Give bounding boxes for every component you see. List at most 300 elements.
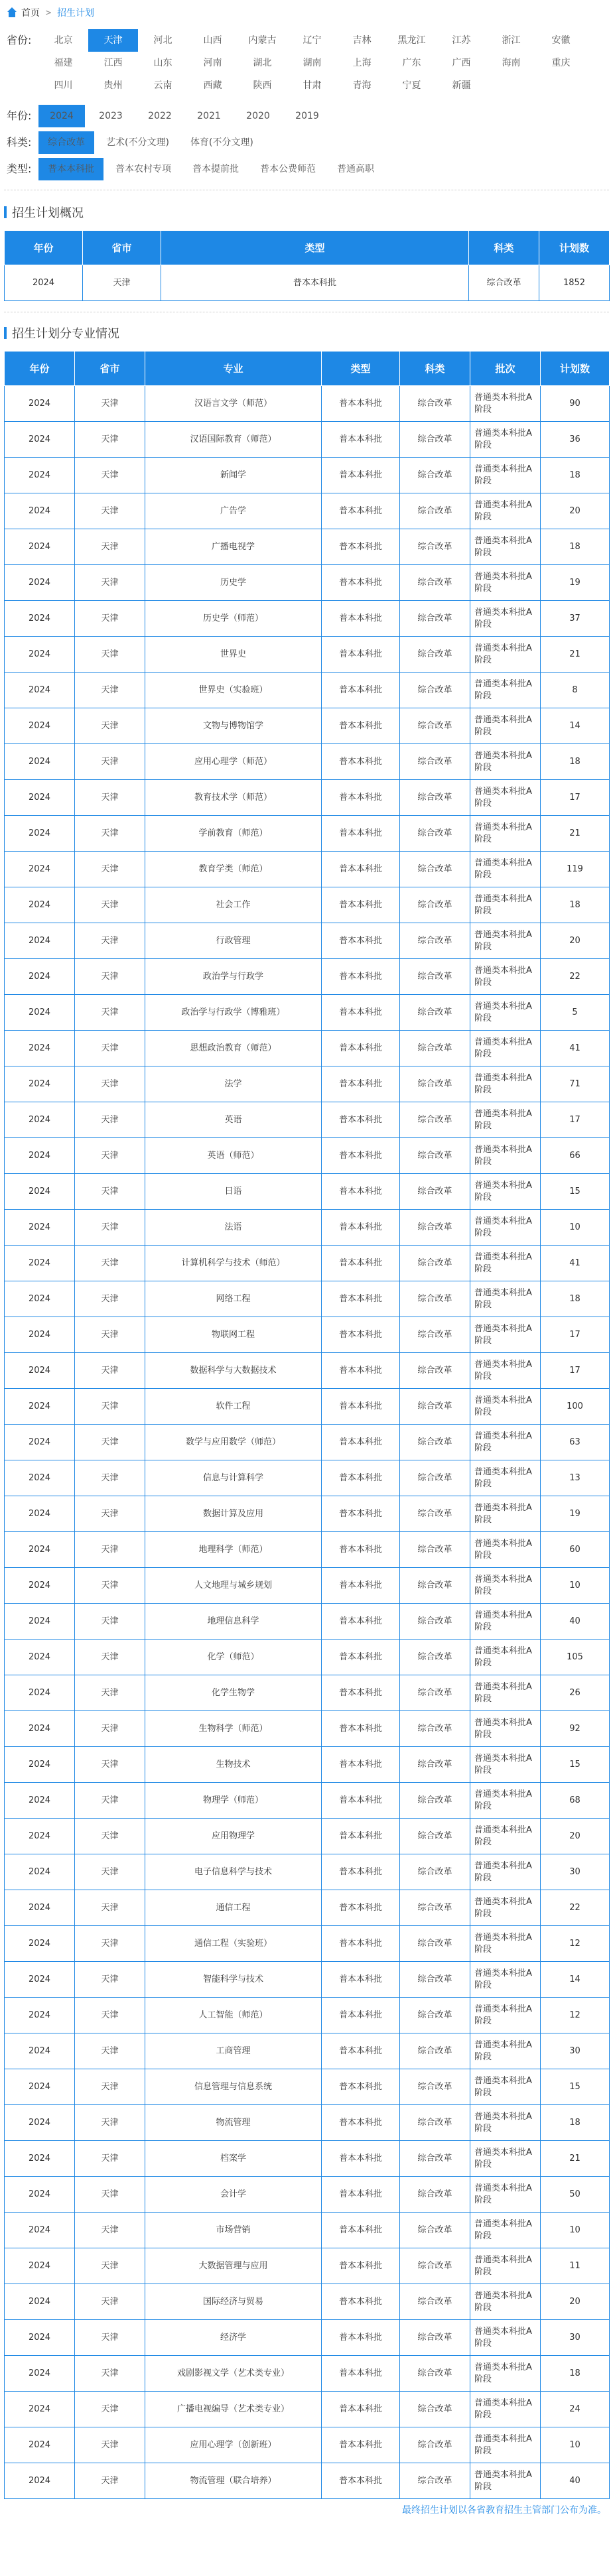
column-header: 类型: [161, 231, 469, 265]
table-cell: 经济学: [145, 2320, 322, 2356]
table-cell: 天津: [75, 2427, 145, 2463]
table-cell: 档案学: [145, 2141, 322, 2177]
table-cell: 生物科学（师范）: [145, 1711, 322, 1747]
table-cell: 普通类本科批A阶段: [470, 780, 541, 816]
table-cell: 2024: [5, 1066, 75, 1102]
table-cell: 普通类本科批A阶段: [470, 422, 541, 458]
table-cell: 学前教育（师范）: [145, 816, 322, 852]
table-cell: 综合改革: [400, 1890, 470, 1926]
table-cell: 社会工作: [145, 887, 322, 923]
province-option[interactable]: 河北: [153, 35, 172, 46]
province-option[interactable]: 湖北: [253, 58, 272, 68]
table-cell: 综合改革: [400, 1066, 470, 1102]
table-cell: 30: [541, 1854, 610, 1890]
table-cell: 普本本科批: [322, 816, 400, 852]
table-cell: 历史学（师范）: [145, 601, 322, 637]
table-cell: 化学生物学: [145, 1675, 322, 1711]
table-cell: 22: [541, 959, 610, 995]
table-cell: 普本本科批: [322, 708, 400, 744]
overview-title: [4, 202, 609, 222]
table-cell: 普通类本科批A阶段: [470, 2248, 541, 2284]
table-cell: 广告学: [145, 493, 322, 529]
table-cell: 68: [541, 1783, 610, 1819]
table-cell: 普本本科批: [322, 744, 400, 780]
table-cell: 天津: [75, 2284, 145, 2320]
table-cell: 2024: [5, 1890, 75, 1926]
table-cell: 普通类本科批A阶段: [470, 458, 541, 493]
table-cell: 法语: [145, 1210, 322, 1246]
table-cell: 2024: [5, 995, 75, 1031]
table-cell: 60: [541, 1532, 610, 1568]
table-cell: 21: [541, 816, 610, 852]
table-cell: 普本本科批: [322, 2392, 400, 2427]
table-cell: 11: [541, 2248, 610, 2284]
table-cell: 生物技术: [145, 1747, 322, 1783]
table-row: [5, 1031, 610, 1066]
overview-header-row: [5, 231, 610, 265]
table-cell: 思想政治教育（师范）: [145, 1031, 322, 1066]
table-row: [5, 708, 610, 744]
table-cell: 2024: [5, 1747, 75, 1783]
table-row: [5, 601, 610, 637]
table-cell: 普通类本科批A阶段: [470, 708, 541, 744]
table-cell: 天津: [75, 1711, 145, 1747]
table-cell: 24: [541, 2392, 610, 2427]
table-row: [5, 1962, 610, 1998]
type-option[interactable]: 普本农村专项: [115, 164, 171, 174]
province-option[interactable]: 青海: [352, 80, 372, 91]
table-cell: 普本本科批: [322, 887, 400, 923]
year-option[interactable]: 2019: [295, 111, 319, 121]
table-cell: 21: [541, 637, 610, 673]
table-cell: 普本本科批: [322, 852, 400, 887]
column-header: 批次: [470, 352, 541, 386]
table-cell: 政治学与行政学（博雅班）: [145, 995, 322, 1031]
table-cell: 综合改革: [400, 959, 470, 995]
table-cell: 2024: [5, 2392, 75, 2427]
kind-option[interactable]: 艺术(不分文理): [106, 137, 169, 148]
table-row: [5, 780, 610, 816]
table-cell: 2024: [5, 1389, 75, 1425]
table-cell: 教育技术学（师范）: [145, 780, 322, 816]
table-cell: 63: [541, 1425, 610, 1460]
year-option[interactable]: 2022: [148, 111, 172, 121]
type-option[interactable]: 普本本科批: [38, 158, 103, 180]
table-cell: 物流管理: [145, 2105, 322, 2141]
table-cell: 综合改革: [400, 1425, 470, 1460]
kind-label: 科类:: [7, 136, 32, 149]
table-cell: 22: [541, 1890, 610, 1926]
table-cell: 综合改革: [400, 816, 470, 852]
table-cell: 15: [541, 2069, 610, 2105]
table-cell: 2024: [5, 2284, 75, 2320]
table-cell: 天津: [75, 1066, 145, 1102]
table-cell: 计算机科学与技术（师范）: [145, 1246, 322, 1281]
table-cell: 2024: [5, 1246, 75, 1281]
column-header: 科类: [469, 231, 539, 265]
table-cell: 普本本科批: [322, 1210, 400, 1246]
table-cell: 普本本科批: [322, 2213, 400, 2248]
table-cell: 普本本科批: [322, 1066, 400, 1102]
table-cell: 36: [541, 422, 610, 458]
table-cell: 通信工程: [145, 1890, 322, 1926]
majors-title: [4, 323, 609, 343]
table-row: [5, 2141, 610, 2177]
table-row: [5, 1246, 610, 1281]
table-cell: 综合改革: [400, 1711, 470, 1747]
table-cell: 天津: [75, 2463, 145, 2499]
table-cell: 天津: [75, 386, 145, 422]
table-cell: 天津: [75, 1138, 145, 1174]
table-cell: 天津: [75, 1532, 145, 1568]
province-option[interactable]: 甘肃: [303, 80, 322, 91]
table-cell: 天津: [75, 1854, 145, 1890]
breadcrumb-current: 招生计划: [57, 8, 95, 19]
table-cell: 天津: [75, 458, 145, 493]
table-cell: 普通类本科批A阶段: [470, 565, 541, 601]
table-cell: 100: [541, 1389, 610, 1425]
province-option[interactable]: 天津: [88, 29, 138, 52]
table-cell: 综合改革: [469, 265, 539, 301]
table-cell: 普本本科批: [322, 1353, 400, 1389]
table-cell: 普本本科批: [161, 265, 469, 301]
table-cell: 普通类本科批A阶段: [470, 2177, 541, 2213]
table-cell: 10: [541, 2213, 610, 2248]
table-cell: 综合改革: [400, 2284, 470, 2320]
table-cell: 普通类本科批A阶段: [470, 1568, 541, 1604]
table-cell: 综合改革: [400, 2141, 470, 2177]
table-row: [5, 1604, 610, 1640]
table-cell: 通信工程（实验班）: [145, 1926, 322, 1962]
table-cell: 综合改革: [400, 1962, 470, 1998]
table-cell: 2024: [5, 637, 75, 673]
table-cell: 天津: [75, 2105, 145, 2141]
table-cell: 综合改革: [400, 601, 470, 637]
table-cell: 普本本科批: [322, 529, 400, 565]
table-cell: 普本本科批: [322, 422, 400, 458]
table-cell: 2024: [5, 493, 75, 529]
table-cell: 天津: [75, 1353, 145, 1389]
table-cell: 普通类本科批A阶段: [470, 1066, 541, 1102]
table-cell: 普本本科批: [322, 493, 400, 529]
table-cell: 地理信息科学: [145, 1604, 322, 1640]
table-cell: 66: [541, 1138, 610, 1174]
table-cell: 综合改革: [400, 1138, 470, 1174]
table-cell: 2024: [5, 1532, 75, 1568]
table-cell: 天津: [75, 959, 145, 995]
table-cell: 普通类本科批A阶段: [470, 1353, 541, 1389]
table-cell: 综合改革: [400, 2320, 470, 2356]
table-row: [5, 852, 610, 887]
table-cell: 2024: [5, 2069, 75, 2105]
table-cell: 2024: [5, 1031, 75, 1066]
province-option[interactable]: 海南: [502, 58, 521, 68]
table-cell: 综合改革: [400, 1389, 470, 1425]
province-options: [38, 29, 609, 97]
breadcrumb-home[interactable]: 首页: [21, 8, 40, 19]
province-option[interactable]: 北京: [54, 35, 73, 46]
province-option[interactable]: 内蒙古: [248, 35, 277, 46]
table-cell: 天津: [75, 744, 145, 780]
table-cell: 普本本科批: [322, 2427, 400, 2463]
table-cell: 广播电视编导（艺术类专业）: [145, 2392, 322, 2427]
table-cell: 普通类本科批A阶段: [470, 1210, 541, 1246]
table-cell: 2024: [5, 2427, 75, 2463]
table-cell: 天津: [75, 1568, 145, 1604]
table-cell: 新闻学: [145, 458, 322, 493]
table-cell: 天津: [75, 565, 145, 601]
table-cell: 2024: [5, 2463, 75, 2499]
table-cell: 12: [541, 1926, 610, 1962]
table-cell: 普本本科批: [322, 673, 400, 708]
table-cell: 2024: [5, 1138, 75, 1174]
table-row: [5, 1998, 610, 2033]
table-cell: 普本本科批: [322, 2284, 400, 2320]
province-option[interactable]: 四川: [54, 80, 73, 91]
table-cell: 天津: [75, 1246, 145, 1281]
table-cell: 普本本科批: [322, 959, 400, 995]
table-cell: 19: [541, 565, 610, 601]
column-header: 科类: [400, 352, 470, 386]
table-cell: 2024: [5, 565, 75, 601]
province-option[interactable]: 江西: [103, 58, 123, 68]
table-cell: 2024: [5, 1640, 75, 1675]
table-cell: 12: [541, 1998, 610, 2033]
table-cell: 综合改革: [400, 422, 470, 458]
table-cell: 2024: [5, 744, 75, 780]
province-option[interactable]: 陕西: [253, 80, 272, 91]
table-cell: 2024: [5, 1711, 75, 1747]
year-option[interactable]: 2020: [246, 111, 270, 121]
table-cell: 天津: [75, 1210, 145, 1246]
table-cell: 天津: [75, 2213, 145, 2248]
table-cell: 普本本科批: [322, 565, 400, 601]
table-cell: 40: [541, 2463, 610, 2499]
table-cell: 普通类本科批A阶段: [470, 1031, 541, 1066]
table-cell: 天津: [75, 708, 145, 744]
table-cell: 英语: [145, 1102, 322, 1138]
province-option[interactable]: 河南: [203, 58, 222, 68]
table-cell: 普通类本科批A阶段: [470, 2033, 541, 2069]
table-cell: 2024: [5, 458, 75, 493]
table-cell: 综合改革: [400, 1246, 470, 1281]
table-cell: 普本本科批: [322, 2320, 400, 2356]
table-row: [5, 1890, 610, 1926]
year-option[interactable]: 2021: [197, 111, 221, 121]
table-row: [5, 2105, 610, 2141]
table-cell: 普本本科批: [322, 2248, 400, 2284]
province-option[interactable]: 山东: [153, 58, 172, 68]
table-cell: 综合改革: [400, 2248, 470, 2284]
table-cell: 18: [541, 529, 610, 565]
year-option[interactable]: 2023: [99, 111, 123, 121]
table-cell: 综合改革: [400, 2177, 470, 2213]
table-cell: 10: [541, 2427, 610, 2463]
table-cell: 综合改革: [400, 2356, 470, 2392]
table-cell: 普本本科批: [322, 1174, 400, 1210]
table-row: [5, 1675, 610, 1711]
province-option[interactable]: 黑龙江: [397, 35, 426, 46]
table-cell: 17: [541, 1353, 610, 1389]
table-cell: 普通类本科批A阶段: [470, 1532, 541, 1568]
table-cell: 英语（师范）: [145, 1138, 322, 1174]
table-cell: 综合改革: [400, 1747, 470, 1783]
table-cell: 天津: [75, 887, 145, 923]
table-cell: 2024: [5, 2177, 75, 2213]
table-cell: 1852: [539, 265, 610, 301]
table-cell: 普本本科批: [322, 458, 400, 493]
province-option[interactable]: 上海: [352, 58, 372, 68]
table-cell: 天津: [75, 1496, 145, 1532]
province-option[interactable]: 西藏: [203, 80, 222, 91]
kind-option[interactable]: 体育(不分文理): [190, 137, 253, 148]
table-cell: 软件工程: [145, 1389, 322, 1425]
table-row: [5, 2177, 610, 2213]
table-cell: 普通类本科批A阶段: [470, 2427, 541, 2463]
table-cell: 综合改革: [400, 923, 470, 959]
province-option[interactable]: 山西: [203, 35, 222, 46]
table-cell: 综合改革: [400, 1210, 470, 1246]
table-cell: 普通类本科批A阶段: [470, 1425, 541, 1460]
province-option[interactable]: 广西: [452, 58, 471, 68]
table-cell: 天津: [75, 2320, 145, 2356]
table-cell: 文物与博物馆学: [145, 708, 322, 744]
kind-option[interactable]: 综合改革: [38, 131, 94, 154]
table-cell: 普通类本科批A阶段: [470, 673, 541, 708]
table-row: [5, 1783, 610, 1819]
type-label: 类型:: [7, 162, 32, 175]
table-cell: 17: [541, 780, 610, 816]
table-cell: 世界史（实验班）: [145, 673, 322, 708]
province-option[interactable]: 辽宁: [303, 35, 322, 46]
table-cell: 普通类本科批A阶段: [470, 601, 541, 637]
table-cell: 天津: [75, 1747, 145, 1783]
table-cell: 2024: [5, 529, 75, 565]
table-cell: 普本本科批: [322, 2463, 400, 2499]
table-cell: 天津: [83, 265, 161, 301]
table-cell: 汉语言文学（师范）: [145, 386, 322, 422]
table-cell: 综合改革: [400, 1819, 470, 1854]
table-row: [5, 1138, 610, 1174]
table-row: [5, 1819, 610, 1854]
table-cell: 普通类本科批A阶段: [470, 1246, 541, 1281]
table-cell: 普通类本科批A阶段: [470, 887, 541, 923]
table-cell: 天津: [75, 1926, 145, 1962]
table-cell: 天津: [75, 852, 145, 887]
table-cell: 天津: [75, 2356, 145, 2392]
table-cell: 普本本科批: [322, 995, 400, 1031]
table-cell: 天津: [75, 673, 145, 708]
table-cell: 天津: [75, 995, 145, 1031]
table-cell: 普本本科批: [322, 1281, 400, 1317]
table-row: [5, 995, 610, 1031]
table-cell: 综合改革: [400, 2463, 470, 2499]
type-option[interactable]: 普本公费师范: [260, 164, 316, 174]
province-option[interactable]: 重庆: [551, 58, 571, 68]
table-cell: 119: [541, 852, 610, 887]
table-cell: 2024: [5, 1783, 75, 1819]
table-cell: 综合改革: [400, 1317, 470, 1353]
table-cell: 普通类本科批A阶段: [470, 1317, 541, 1353]
province-option[interactable]: 吉林: [352, 35, 372, 46]
table-row: [5, 1496, 610, 1532]
table-cell: 综合改革: [400, 2105, 470, 2141]
province-option[interactable]: 贵州: [103, 80, 123, 91]
province-option[interactable]: 湖南: [303, 58, 322, 68]
table-cell: 数学与应用数学（师范）: [145, 1425, 322, 1460]
year-option[interactable]: 2024: [38, 105, 85, 127]
table-cell: 天津: [75, 2177, 145, 2213]
table-cell: 物联网工程: [145, 1317, 322, 1353]
province-option[interactable]: 云南: [153, 80, 172, 91]
province-option[interactable]: 安徽: [551, 35, 571, 46]
table-cell: 17: [541, 1102, 610, 1138]
table-cell: 综合改革: [400, 637, 470, 673]
table-row: [5, 1066, 610, 1102]
table-cell: 普本本科批: [322, 1389, 400, 1425]
table-row: [5, 2248, 610, 2284]
table-row: [5, 959, 610, 995]
table-cell: 14: [541, 1962, 610, 1998]
province-option[interactable]: 广东: [402, 58, 421, 68]
table-cell: 综合改革: [400, 2213, 470, 2248]
table-cell: 综合改革: [400, 1568, 470, 1604]
province-option[interactable]: 新疆: [452, 80, 471, 91]
table-cell: 天津: [75, 2248, 145, 2284]
table-cell: 2024: [5, 816, 75, 852]
table-row: [5, 744, 610, 780]
table-cell: 普本本科批: [322, 1747, 400, 1783]
column-header: 省市: [75, 352, 145, 386]
table-cell: 综合改革: [400, 2033, 470, 2069]
table-cell: 普本本科批: [322, 1711, 400, 1747]
breadcrumb: [4, 0, 609, 25]
table-cell: 会计学: [145, 2177, 322, 2213]
table-cell: 13: [541, 1460, 610, 1496]
table-cell: 综合改革: [400, 458, 470, 493]
table-row: [5, 2356, 610, 2392]
province-option[interactable]: 江苏: [452, 35, 471, 46]
table-row: [5, 2213, 610, 2248]
table-cell: 2024: [5, 1962, 75, 1998]
table-cell: 天津: [75, 1174, 145, 1210]
table-row: [5, 637, 610, 673]
table-cell: 18: [541, 2105, 610, 2141]
table-cell: 综合改革: [400, 529, 470, 565]
table-cell: 2024: [5, 386, 75, 422]
table-cell: 市场营销: [145, 2213, 322, 2248]
table-cell: 普通类本科批A阶段: [470, 1854, 541, 1890]
province-option[interactable]: 浙江: [502, 35, 521, 46]
table-cell: 天津: [75, 1317, 145, 1353]
table-cell: 信息与计算科学: [145, 1460, 322, 1496]
table-cell: 41: [541, 1031, 610, 1066]
table-cell: 普本本科批: [322, 1640, 400, 1675]
table-row: [5, 422, 610, 458]
table-cell: 2024: [5, 422, 75, 458]
type-option[interactable]: 普本提前批: [192, 164, 239, 174]
table-cell: 20: [541, 2284, 610, 2320]
table-cell: 普通类本科批A阶段: [470, 1998, 541, 2033]
table-cell: 2024: [5, 1210, 75, 1246]
table-cell: 综合改革: [400, 1926, 470, 1962]
table-cell: 2024: [5, 1496, 75, 1532]
table-cell: 普本本科批: [322, 1317, 400, 1353]
table-cell: 2024: [5, 708, 75, 744]
province-option[interactable]: 福建: [54, 58, 73, 68]
province-option[interactable]: 宁夏: [402, 80, 421, 91]
type-option[interactable]: 普通高职: [337, 164, 374, 174]
